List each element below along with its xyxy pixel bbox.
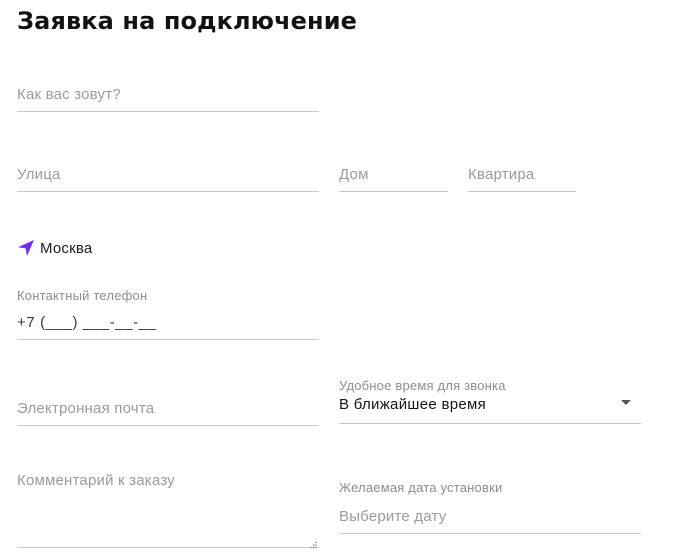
resize-grip-icon[interactable] <box>309 536 317 544</box>
name-field <box>17 80 319 112</box>
house-input[interactable] <box>339 165 448 185</box>
phone-field <box>17 306 319 340</box>
phone-label: Контактный телефон <box>17 288 148 303</box>
email-input[interactable] <box>17 399 319 419</box>
city-selector[interactable] <box>17 238 92 258</box>
city-name: Москва <box>40 239 93 257</box>
dropdown-arrow-icon <box>621 400 631 405</box>
name-input[interactable] <box>17 85 319 105</box>
street-field <box>17 160 319 192</box>
comment-textarea[interactable] <box>17 471 319 547</box>
install-date-field <box>339 500 641 534</box>
location-arrow-icon <box>17 239 35 257</box>
comment-field <box>17 471 319 548</box>
phone-input[interactable] <box>17 313 319 333</box>
call-time-label: Удобное время для звонка <box>339 378 506 393</box>
street-input[interactable] <box>17 165 319 185</box>
call-time-value: В ближайшее время <box>339 396 487 413</box>
page-title: Заявка на подключение <box>17 7 357 35</box>
install-date-input[interactable] <box>339 507 641 527</box>
apartment-field <box>468 160 576 192</box>
house-field <box>339 160 448 192</box>
apartment-input[interactable] <box>468 165 576 185</box>
install-date-label: Желаемая дата установки <box>339 480 503 495</box>
email-field <box>17 392 319 426</box>
call-time-select[interactable] <box>339 376 641 424</box>
